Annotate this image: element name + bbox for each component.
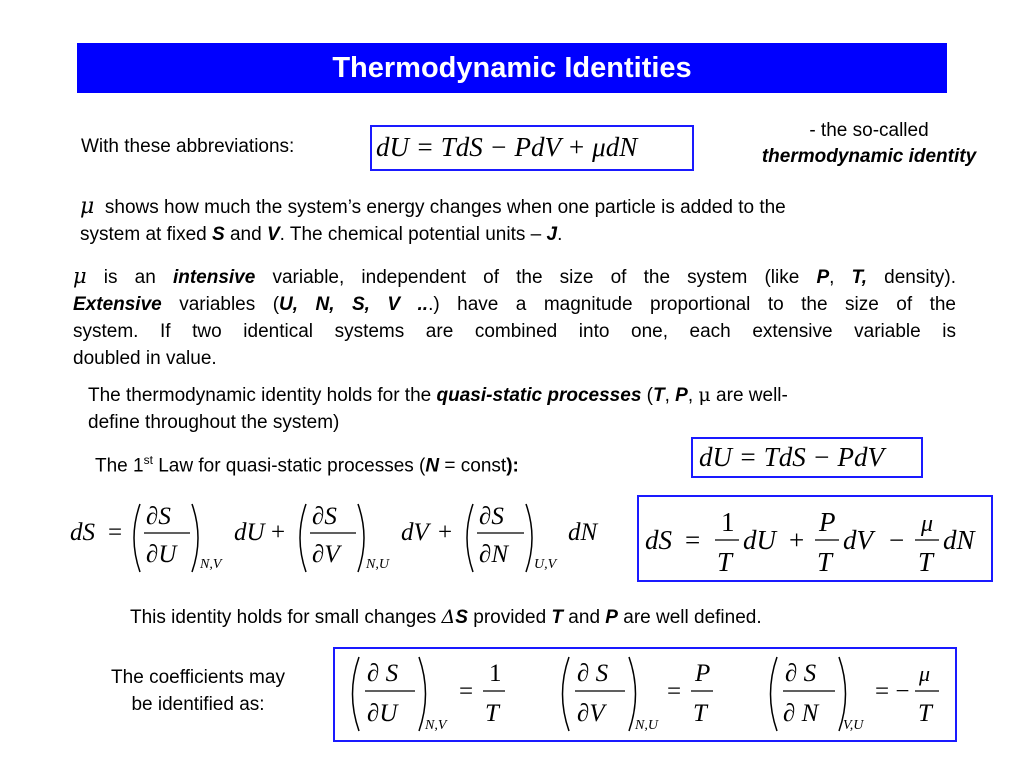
- partial-s-2: ∂S: [312, 503, 337, 530]
- mu-symbol: μ: [80, 194, 95, 219]
- intensive-comma: ,: [829, 267, 852, 288]
- plus-3: +: [789, 525, 805, 555]
- small-changes-s: S: [455, 607, 468, 628]
- coef2-eq: =: [667, 678, 682, 705]
- extensive-line3: system. If two identical systems are combined into one, each extensive variable is: [73, 321, 956, 342]
- coefficients-label-line2: be identified as:: [131, 694, 265, 715]
- dv-term: dV: [401, 519, 429, 546]
- small-changes-b: provided: [467, 607, 552, 628]
- quasi-line2: define throughout the system): [88, 412, 340, 433]
- small-changes-d: are well defined.: [617, 607, 762, 628]
- mu-desc-and: and: [224, 224, 267, 245]
- intensive-p: P: [816, 267, 830, 288]
- small-changes-t: T: [551, 607, 564, 628]
- so-called-note: [738, 118, 1000, 170]
- plus-2: +: [438, 519, 453, 546]
- intensive-text-d: density).: [867, 267, 956, 288]
- extensive-line4: doubled in value.: [73, 348, 217, 369]
- first-law-sup: st: [143, 453, 153, 467]
- mu-desc-s: S: [212, 224, 225, 245]
- quasi-text-b: (: [641, 385, 653, 406]
- quasi-mu: μ: [698, 384, 711, 406]
- minus-1: −: [889, 525, 905, 555]
- quasi-bold: quasi-static processes: [436, 385, 642, 406]
- plus-1: +: [271, 519, 286, 546]
- quasi-comma1: ,: [664, 385, 676, 406]
- ds-equation: [639, 497, 991, 580]
- intensive-paragraph: [73, 263, 956, 372]
- extensive-vars: U, N, S, V ..: [279, 294, 429, 315]
- mu-desc-v: V: [266, 224, 280, 245]
- coefficients-equations: [335, 649, 955, 740]
- sub-nv: N,V: [200, 557, 222, 572]
- so-called-text: - the so-called: [809, 120, 929, 141]
- extensive-text-a: variables (: [161, 294, 280, 315]
- quasi-p: P: [675, 385, 688, 406]
- coef3-num: ∂ S: [785, 660, 817, 687]
- sub-nu: N,U: [366, 557, 389, 572]
- first-law-d: ):: [506, 455, 519, 477]
- coef1-den: ∂U: [367, 700, 398, 727]
- partial-s-1: ∂S: [146, 503, 171, 530]
- frac-1-num: 1: [721, 507, 735, 537]
- coef1-eq: =: [459, 678, 474, 705]
- first-law-equation: dU = TdS − PdV: [699, 442, 884, 472]
- ds-lhs: dS: [70, 519, 95, 546]
- coef2-rhs-den: T: [693, 700, 707, 727]
- coef2-rhs-num: P: [695, 660, 711, 687]
- coef1-sub: N,V: [425, 718, 447, 733]
- coefficients-label-line1: The coefficients may: [111, 667, 285, 688]
- dn-term-2: dN: [943, 525, 975, 555]
- frac-1-den: T: [717, 547, 733, 577]
- coef3-eq: = −: [875, 678, 910, 705]
- quasi-static-paragraph: [88, 382, 948, 436]
- mu-desc-j: J: [546, 224, 558, 245]
- small-changes-a: This identity holds for small changes: [130, 607, 442, 628]
- dn-term: dN: [568, 519, 598, 546]
- partial-n: ∂N: [479, 541, 509, 568]
- mu-desc-post: . The chemical potential units –: [279, 224, 547, 245]
- coef1-rhs-den: T: [485, 700, 499, 727]
- frac-2-num: P: [819, 507, 836, 537]
- coef3-den: ∂ N: [783, 700, 819, 727]
- frac-3-den: T: [918, 547, 934, 577]
- coef3-sub: V,U: [843, 718, 864, 733]
- partial-v: ∂V: [312, 541, 340, 568]
- partial-s-3: ∂S: [479, 503, 504, 530]
- eq-sign: =: [108, 519, 123, 546]
- sub-uv: U,V: [534, 557, 557, 572]
- coef3-rhs-num: μ: [919, 661, 931, 686]
- coef1-num: ∂ S: [367, 660, 399, 687]
- du-term-2: dU: [743, 525, 776, 555]
- abbrev-label: With these abbreviations:: [81, 136, 295, 157]
- ds-equation-box: [637, 495, 993, 582]
- coef2-den: ∂V: [577, 700, 605, 727]
- first-law-b: Law for quasi-static processes (: [152, 455, 426, 477]
- mu-desc-line2: system at fixed: [80, 224, 212, 245]
- quasi-t: T: [653, 385, 665, 406]
- coefficients-box: [333, 647, 957, 742]
- extensive-word: Extensive: [73, 294, 162, 315]
- small-changes-c: and: [563, 607, 606, 628]
- quasi-comma2: ,: [687, 385, 699, 406]
- first-law-a: The 1: [95, 455, 144, 477]
- small-changes-delta: Δ: [441, 606, 456, 628]
- identity-equation-box: [370, 125, 694, 171]
- mu-desc-end: .: [557, 224, 563, 245]
- page-title: Thermodynamic Identities: [332, 51, 692, 84]
- coef2-num: ∂ S: [577, 660, 609, 687]
- quasi-text-a: The thermodynamic identity holds for the: [88, 385, 437, 406]
- so-called-bold: thermodynamic identity: [761, 146, 977, 167]
- first-law-equation-box: [691, 437, 923, 478]
- eq-sign-2: =: [685, 525, 701, 555]
- dv-term-2: dV: [843, 525, 873, 555]
- mu-description: [80, 193, 960, 248]
- identity-equation: dU = TdS − PdV + μdN: [376, 132, 638, 162]
- ds-lhs-2: dS: [645, 525, 672, 555]
- coef2-sub: N,U: [635, 718, 658, 733]
- coef1-rhs-num: 1: [489, 660, 502, 687]
- title-banner: [77, 43, 947, 93]
- coef3-rhs-den: T: [918, 700, 932, 727]
- extensive-text-b: .) have a magnitude proportional to the size of the: [428, 294, 956, 315]
- first-law-text: [95, 447, 519, 479]
- frac-2-den: T: [817, 547, 833, 577]
- partial-u: ∂U: [146, 541, 177, 568]
- small-changes-p: P: [605, 607, 618, 628]
- intensive-text-a: is an: [86, 267, 173, 288]
- first-law-n: N: [425, 455, 440, 477]
- quasi-text-e: are well-: [710, 385, 788, 406]
- mu-symbol-2: μ: [73, 264, 87, 288]
- frac-3-num: μ: [921, 511, 934, 537]
- coefficients-label: [78, 664, 318, 718]
- intensive-word: intensive: [172, 267, 256, 288]
- du-term: dU: [234, 519, 265, 546]
- intensive-text-b: variable, independent of the size of the system (like: [255, 267, 817, 288]
- ds-expansion-equation: [68, 492, 608, 584]
- small-changes-text: [130, 604, 762, 631]
- intensive-t: T,: [851, 267, 868, 288]
- first-law-c: = const: [439, 455, 507, 477]
- mu-desc-line1: shows how much the system’s energy changes when one particle is added to the: [104, 197, 786, 218]
